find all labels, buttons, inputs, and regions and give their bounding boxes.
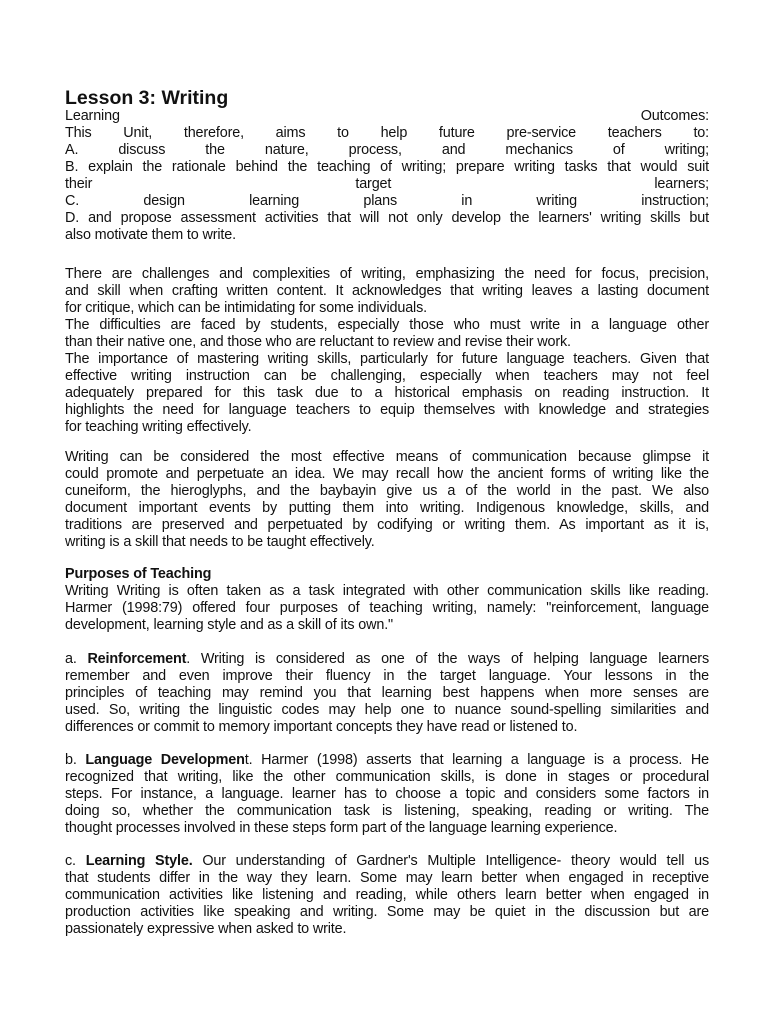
text-line: Writing can be considered the most effective means of communication because glimpse it (65, 449, 709, 465)
intro-paragraph (65, 266, 709, 436)
text-line: communication activities like listening and reading, while others learn better when engaged in (65, 887, 709, 904)
text-run: . Writing is considered as one of the ways of helping language learners (186, 651, 709, 667)
text-line: for teaching writing effectively. (65, 419, 252, 436)
text-line: adequately prepared for this task due to a historical emphasis on reading instruction. It (65, 385, 709, 402)
text-line: recognized that writing, like the other communication skills, is done in stages or procedural (65, 769, 709, 786)
page-title: Lesson 3: Writing (65, 87, 229, 109)
text-line: Learning Outcomes: (65, 108, 709, 124)
text-line: their target learners; (65, 176, 709, 193)
text-line: passionately expressive when asked to write. (65, 921, 347, 938)
purposes-paragraph (65, 583, 709, 634)
section-label: Language Developmen (85, 752, 245, 768)
text-line: writing is a skill that needs to be taught effectively. (65, 534, 375, 551)
text-line: that students differ in the way they learn. Some may learn better when engaged in receptive (65, 870, 709, 887)
text-line: principles of teaching may remind you that learning best happens when more senses are (65, 685, 709, 702)
text-run: b. (65, 752, 86, 768)
text-run: a. (65, 651, 88, 667)
text-line: production activities like speaking and writing. Some may be quiet in the discussion but are (65, 904, 709, 921)
text-line: There are challenges and complexities of writing, emphasizing the need for focus, precision, (65, 266, 709, 282)
text-line: development, learning style and as a skill of its own." (65, 617, 394, 634)
text-line: doing so, whether the communication task is listening, speaking, reading or writing. The (65, 803, 709, 820)
text-line: Writing Writing is often taken as a task integrated with other communication skills like reading. (65, 583, 709, 600)
text-run: Our understanding of Gardner's Multiple Intelligence- theory would tell us (192, 853, 709, 869)
text-line: B. explain the rationale behind the teaching of writing; prepare writing tasks that would suit (65, 159, 709, 176)
purposes-heading: Purposes of Teaching (65, 566, 212, 582)
writing-paragraph (65, 449, 709, 551)
text-line: also motivate them to write. (65, 227, 236, 244)
learning-outcomes (65, 108, 709, 244)
text-line: The difficulties are faced by students, especially those who must write in a language other (65, 317, 709, 334)
purposes-section (65, 566, 709, 634)
text-run: c. (65, 853, 86, 869)
learning-style-paragraph (65, 853, 709, 938)
reinforcement-paragraph (65, 651, 709, 736)
text-line: traditions are preserved and perpetuated by codifying or writing them. As important as it is, (65, 517, 709, 534)
section-label: Learning Style. (85, 853, 193, 869)
language-development-paragraph (65, 752, 709, 837)
text-line: and skill when crafting written content. It acknowledges that writing leaves a lasting document (65, 283, 709, 300)
text-line: highlights the need for language teachers to equip themselves with knowledge and strategies (65, 402, 709, 419)
text-line: for critique, which can be intimidating for some individuals. (65, 300, 427, 317)
text-line: used. So, writing the linguistic codes may help one to nuance sound-spelling similarities and (65, 702, 709, 719)
text-line: C. design learning plans in writing instruction; (65, 193, 709, 210)
text-line: remember and even improve their fluency in the target language. Your lessons in the (65, 668, 709, 685)
text-line: A. discuss the nature, process, and mechanics of writing; (65, 142, 709, 159)
text-line: document important events by putting them into writing. Indigenous knowledge, skills, and (65, 500, 709, 517)
text-line (65, 752, 709, 769)
text-line: could promote and perpetuate an idea. We may recall how the ancient forms of writing like the (65, 466, 709, 483)
text-line: cuneiform, the hieroglyphs, and the baybayin give us a of the world in the past. We also (65, 483, 709, 500)
text-line: thought processes involved in these steps form part of the language learning experience. (65, 820, 618, 837)
text-line (65, 853, 709, 870)
text-line: than their native one, and those who are reluctant to review and revise their work. (65, 334, 571, 351)
text-line: This Unit, therefore, aims to help future pre-service teachers to: (65, 125, 709, 142)
text-line: The importance of mastering writing skills, particularly for future language teachers. Given that (65, 351, 709, 368)
text-line (65, 651, 709, 668)
text-line: effective writing instruction can be challenging, especially when teachers may not feel (65, 368, 709, 385)
section-label: Reinforcement (87, 651, 187, 667)
text-line: differences or commit to memory important concepts they have read or listened to. (65, 719, 578, 736)
text-run: t. Harmer (1998) asserts that learning a language is a process. He (244, 752, 709, 768)
text-line: Harmer (1998:79) offered four purposes of teaching writing, namely: "reinforcement, language (65, 600, 709, 617)
text-line: steps. For instance, a language. learner has to choose a topic and considers some factors in (65, 786, 709, 803)
text-line: D. and propose assessment activities that will not only develop the learners' writing skills but (65, 210, 709, 227)
